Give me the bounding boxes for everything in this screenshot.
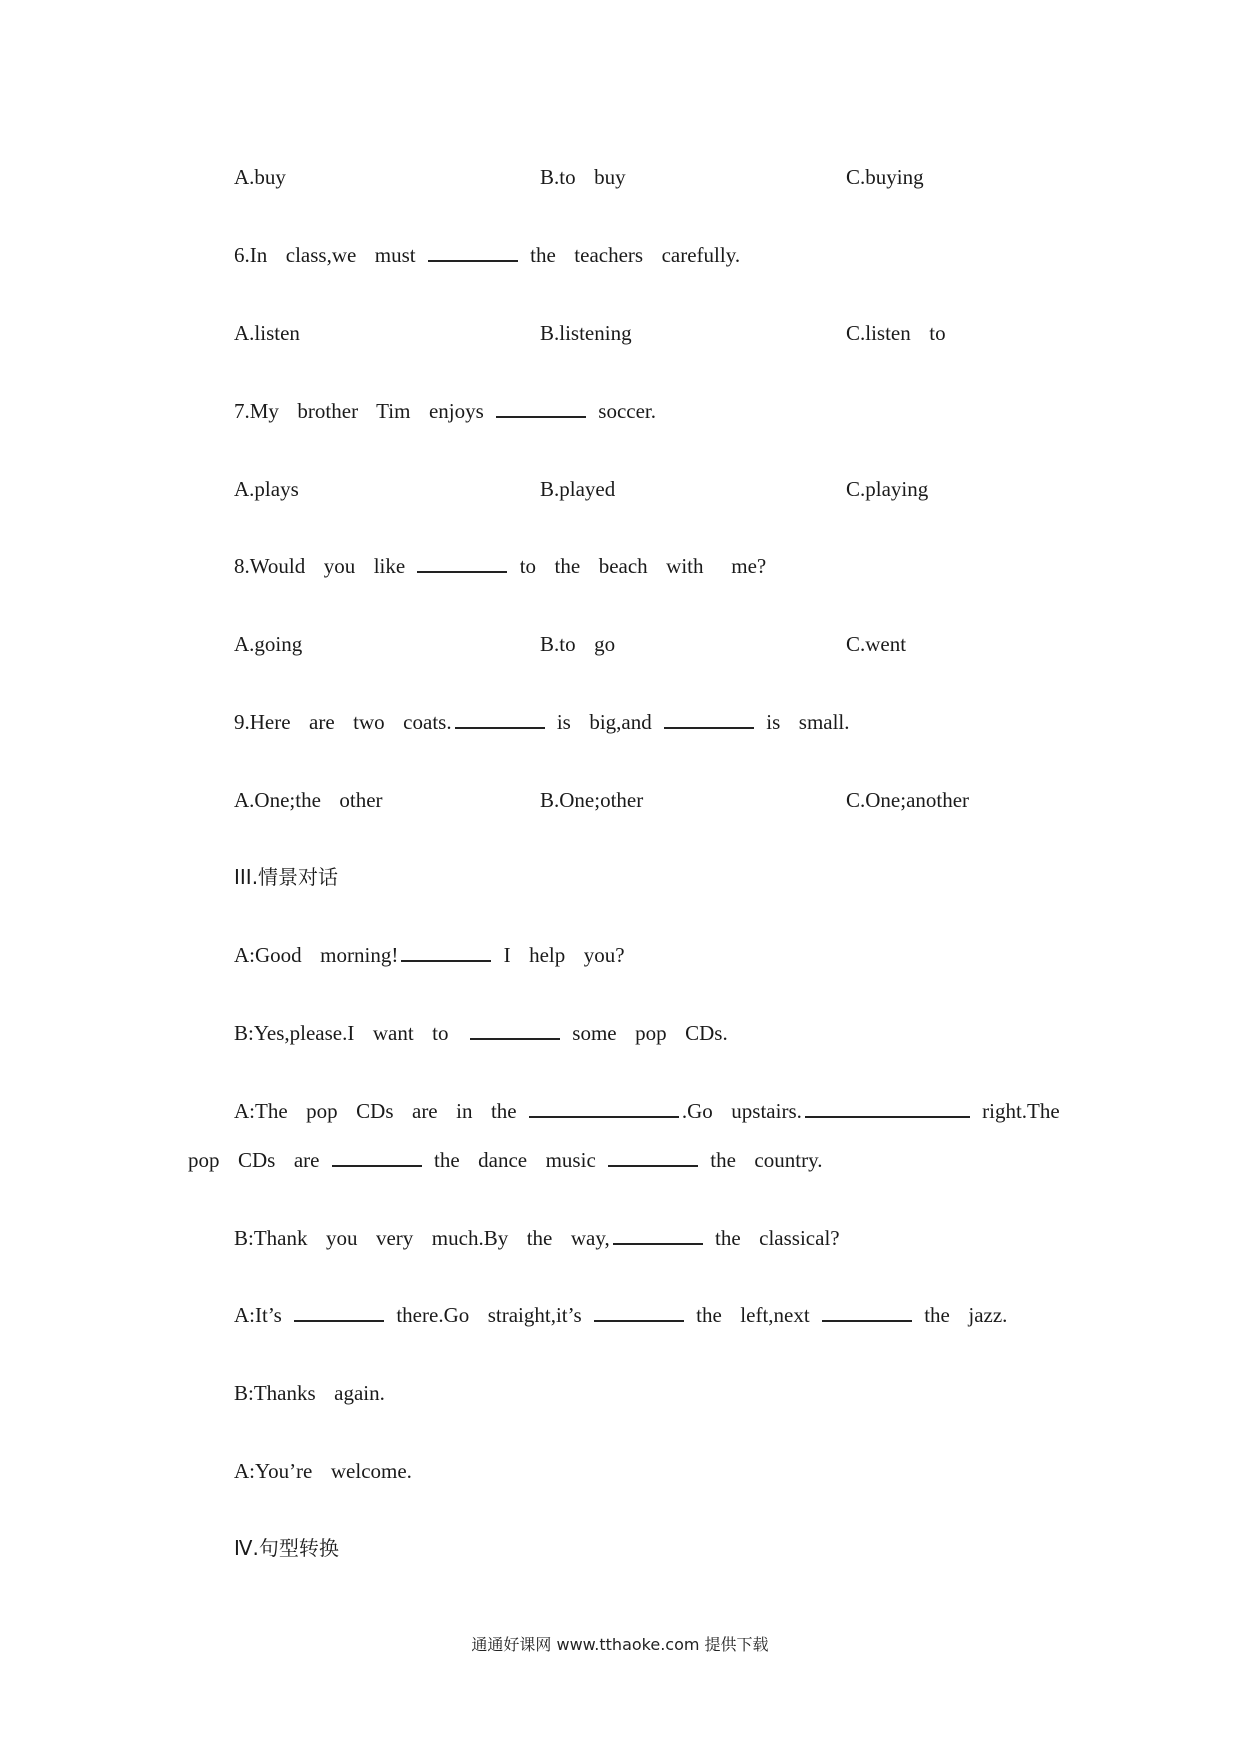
dialog-3-pre: A:The pop CDs are in the xyxy=(234,1099,517,1123)
page-footer: 通通好课网 www.tthaoke.com 提供下载 xyxy=(471,1635,769,1654)
section-3-heading: III.情景对话 xyxy=(234,865,339,889)
dialog-6-blank-1 xyxy=(294,1302,384,1322)
dialog-3-mid: .Go upstairs. xyxy=(681,1099,802,1123)
q7-option-b: B.played xyxy=(540,477,616,501)
q9-blank-1 xyxy=(455,709,545,729)
q8-text-pre: 8.Would you like xyxy=(234,554,406,578)
dialog-line-6: B:Thanks again. xyxy=(234,1381,385,1405)
dialog-4-blank-1 xyxy=(332,1147,422,1167)
q9-option-c: C.One;another xyxy=(846,788,970,812)
q8-text-post: to the beach with me? xyxy=(519,554,767,578)
question-7 xyxy=(234,398,656,424)
q6-text-post: the teachers carefully. xyxy=(530,243,741,267)
q8-option-b: B.to go xyxy=(540,632,616,656)
dialog-6-mid1: there.Go straight,it’s xyxy=(396,1303,582,1327)
dialog-4-post: the country. xyxy=(710,1148,823,1172)
dialog-4-pre: pop CDs are xyxy=(188,1148,320,1172)
dialog-5-blank xyxy=(613,1225,703,1245)
q9-option-a: A.One;the other xyxy=(234,788,383,812)
q9-option-b: B.One;other xyxy=(540,788,644,812)
dialog-6-mid2: the left,next xyxy=(696,1303,810,1327)
q7-option-a: A.plays xyxy=(234,477,299,501)
q7-text-pre: 7.My brother Tim enjoys xyxy=(234,399,484,423)
dialog-3-blank-1 xyxy=(529,1098,679,1118)
dialog-4-blank-2 xyxy=(608,1147,698,1167)
dialog-1-pre: A:Good morning! xyxy=(234,943,399,967)
dialog-6-pre: A:It’s xyxy=(234,1303,282,1327)
q6-option-a: A.listen xyxy=(234,321,300,345)
dialog-line-3 xyxy=(234,1098,1060,1124)
dialog-5-post: the classical? xyxy=(715,1226,840,1250)
q7-option-c: C.playing xyxy=(846,477,929,501)
q6-text-pre: 6.In class,we must xyxy=(234,243,416,267)
dialog-5-pre: B:Thank you very much.By the way, xyxy=(234,1226,610,1250)
q7-text-post: soccer. xyxy=(598,399,657,423)
dialog-2-post: some pop CDs. xyxy=(572,1021,728,1045)
dialog-2-pre: B:Yes,please.I want to xyxy=(234,1021,449,1045)
dialog-line-5 xyxy=(234,1302,1007,1328)
dialog-2-blank xyxy=(470,1020,560,1040)
q8-blank xyxy=(417,553,507,573)
dialog-6-blank-2 xyxy=(594,1302,684,1322)
q6-option-b: B.listening xyxy=(540,321,632,345)
q6-option-c: C.listen to xyxy=(846,321,946,345)
dialog-line-3-cont xyxy=(188,1147,822,1173)
question-8 xyxy=(234,553,766,579)
dialog-line-4 xyxy=(234,1225,840,1251)
dialog-line-7: A:You’re welcome. xyxy=(234,1459,412,1483)
q9-text-mid: is big,and xyxy=(556,710,652,734)
q5-option-a: A.buy xyxy=(234,165,286,189)
dialog-6-post: the jazz. xyxy=(924,1303,1008,1327)
dialog-1-post: I help you? xyxy=(503,943,625,967)
q6-blank xyxy=(428,242,518,262)
q9-text-pre: 9.Here are two coats. xyxy=(234,710,452,734)
dialog-line-1 xyxy=(234,942,625,968)
question-9 xyxy=(234,709,850,735)
section-4-heading: Ⅳ.句型转换 xyxy=(234,1536,339,1560)
q9-blank-2 xyxy=(664,709,754,729)
q9-text-post: is small. xyxy=(766,710,850,734)
q5-option-b: B.to buy xyxy=(540,165,626,189)
dialog-line-2 xyxy=(234,1020,728,1046)
dialog-4-mid: the dance music xyxy=(433,1148,596,1172)
dialog-1-blank xyxy=(401,942,491,962)
question-6 xyxy=(234,242,740,268)
q7-blank xyxy=(496,398,586,418)
dialog-6-blank-3 xyxy=(822,1302,912,1322)
q5-option-c: C.buying xyxy=(846,165,924,189)
dialog-3-post: right.The xyxy=(982,1099,1060,1123)
dialog-3-blank-2 xyxy=(805,1098,970,1118)
q8-option-a: A.going xyxy=(234,632,303,656)
q8-option-c: C.went xyxy=(846,632,907,656)
